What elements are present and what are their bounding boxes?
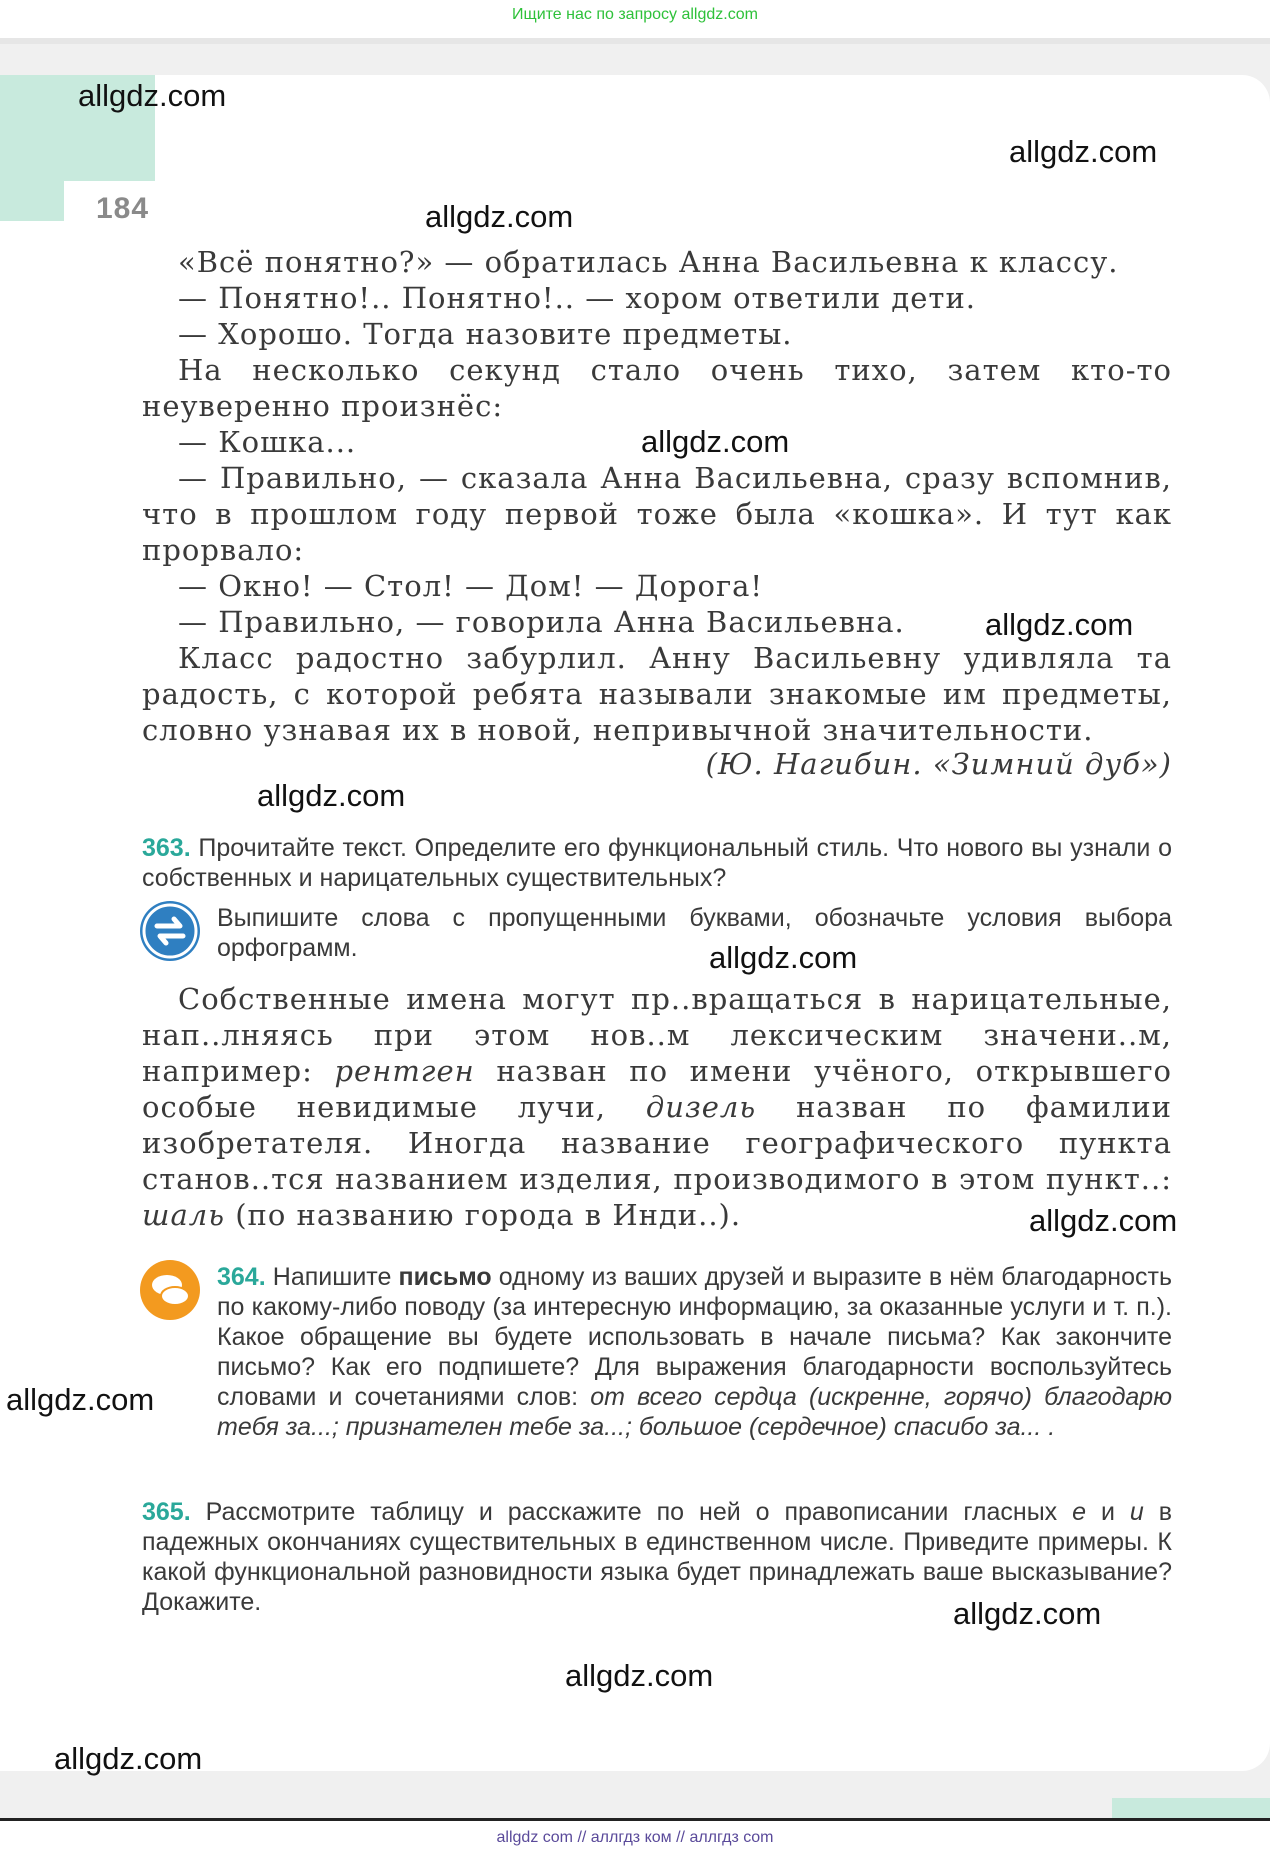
exercise-363-text xyxy=(142,981,1172,1233)
story-line: Класс радостно забурлил. Анну Васильевну удивляла та радость, с которой ребята называли знакомые им предметы, словно узнавая их в новой, непривычной значительности. xyxy=(142,641,1172,747)
exercise-number: 363. xyxy=(142,834,191,862)
bottom-banner xyxy=(0,1818,1270,1861)
story-line: — Окно! — Стол! — Дом! — Дорога! xyxy=(178,569,764,603)
text-part: назван по фамилии изобретателя. Иногда название географического пункта станов..тся названием изделия, производимого в этом пункт..: xyxy=(142,1090,1172,1196)
top-banner xyxy=(0,0,1270,44)
watermark: allgdz.com xyxy=(641,424,790,459)
example-word: шаль xyxy=(142,1198,226,1232)
text-part: назван по имени учёного, открывшего особые невидимые лучи, xyxy=(142,1054,1172,1124)
text-part: (по названию города в Инди..). xyxy=(225,1198,742,1232)
text-part: Собственные имена могут пр..вращаться в нарицательные, нап..лняясь при этом нов..м лексическим значени..м, например: xyxy=(142,982,1172,1088)
exercise-phrases: от всего сердца (искренне, горячо) благодарю тебя за...; признателен тебе за...; большое (сердечное) спасибо за... . xyxy=(217,1383,1172,1441)
exercise-365 xyxy=(142,1497,1172,1617)
exercise-text: в падежных окончаниях существительных в единственном числе. Приведите примеры. К какой функциональной разновидности языка будет принадлежать ваше высказывание? Докажите. xyxy=(142,1498,1173,1616)
corner-decoration-tab xyxy=(0,181,64,221)
story-line: — Хорошо. Тогда назовите предметы. xyxy=(178,317,793,351)
watermark: allgdz.com xyxy=(425,199,574,234)
top-banner-text: Ищите нас по запросу allgdz.com xyxy=(512,6,758,23)
exercise-number: 365. xyxy=(142,1498,191,1526)
signature-text: (Ю. Нагибин. «Зимний дуб») xyxy=(705,747,1172,781)
exercise-text: Рассмотрите таблицу и расскажите по ней о правописании гласных xyxy=(205,1498,1073,1526)
watermark: allgdz.com xyxy=(1029,1203,1178,1238)
speech-icon xyxy=(140,1260,200,1320)
story-line: «Всё понятно?» — обратилась Анна Васильевна к классу. xyxy=(178,245,1119,279)
corner-decoration-bottom xyxy=(1112,1798,1270,1818)
watermark: allgdz.com xyxy=(6,1382,155,1417)
letter-e: е xyxy=(1072,1498,1087,1526)
watermark: allgdz.com xyxy=(257,778,406,813)
exercise-text: и xyxy=(1086,1498,1130,1526)
story-line: — Кошка... xyxy=(178,425,357,459)
exercise-364 xyxy=(217,1262,1172,1442)
story-line: — Понятно!.. Понятно!.. — хором ответили дети. xyxy=(178,281,977,315)
exercise-363-subtask xyxy=(217,903,1172,963)
watermark: allgdz.com xyxy=(1009,134,1158,169)
page-number: 184 xyxy=(96,192,150,225)
exercise-keyword: письмо xyxy=(398,1263,492,1291)
exercise-task-text: Прочитайте текст. Определите его функциональный стиль. Что нового вы узнали о собственных и нарицательных существительных? xyxy=(142,834,1172,892)
exercise-text: Напишите xyxy=(272,1263,399,1291)
bottom-banner-text: allgdz com // аллгдз ком // аллгдз com xyxy=(496,1829,774,1846)
watermark: allgdz.com xyxy=(54,1741,203,1776)
exercise-text: одному из ваших друзей и выразите в нём благодарность по какому-либо поводу (за интересную информацию, за оказанные услуги и т. п.). Какое обращение вы будете использовать в начале письма? Как закончите письмо? Как его подпишете? Для выражения благодарности воспользуйтесь словами и сочетаниями слов: xyxy=(217,1263,1172,1411)
exercise-text-paragraph xyxy=(142,981,1172,1233)
watermark: allgdz.com xyxy=(953,1596,1102,1631)
example-word: рентген xyxy=(334,1054,475,1088)
exercise-363-task xyxy=(142,833,1172,893)
watermark: allgdz.com xyxy=(78,78,227,113)
story-line: На несколько секунд стало очень тихо, затем кто-то неуверенно произнёс: xyxy=(142,353,1172,423)
example-word: дизель xyxy=(645,1090,757,1124)
rewrite-arrows-icon xyxy=(140,901,200,961)
watermark: allgdz.com xyxy=(709,940,858,975)
story-text xyxy=(142,244,1172,782)
watermark: allgdz.com xyxy=(985,607,1134,642)
story-line: — Правильно, — говорила Анна Васильевна. xyxy=(178,605,905,639)
subtask-text: Выпишите слова с пропущенными буквами, обозначьте условия выбора орфограмм. xyxy=(217,904,1172,962)
story-line: — Правильно, — сказала Анна Васильевна, сразу вспомнив, что в прошлом году первой тоже была «кошка». И тут как прорвало: xyxy=(142,461,1172,567)
exercise-number: 364. xyxy=(217,1263,266,1291)
letter-i: и xyxy=(1129,1498,1144,1526)
story-signature xyxy=(142,746,1172,782)
watermark: allgdz.com xyxy=(565,1658,714,1693)
rewrite-icon xyxy=(140,901,200,961)
speech-bubbles-icon xyxy=(140,1260,200,1320)
